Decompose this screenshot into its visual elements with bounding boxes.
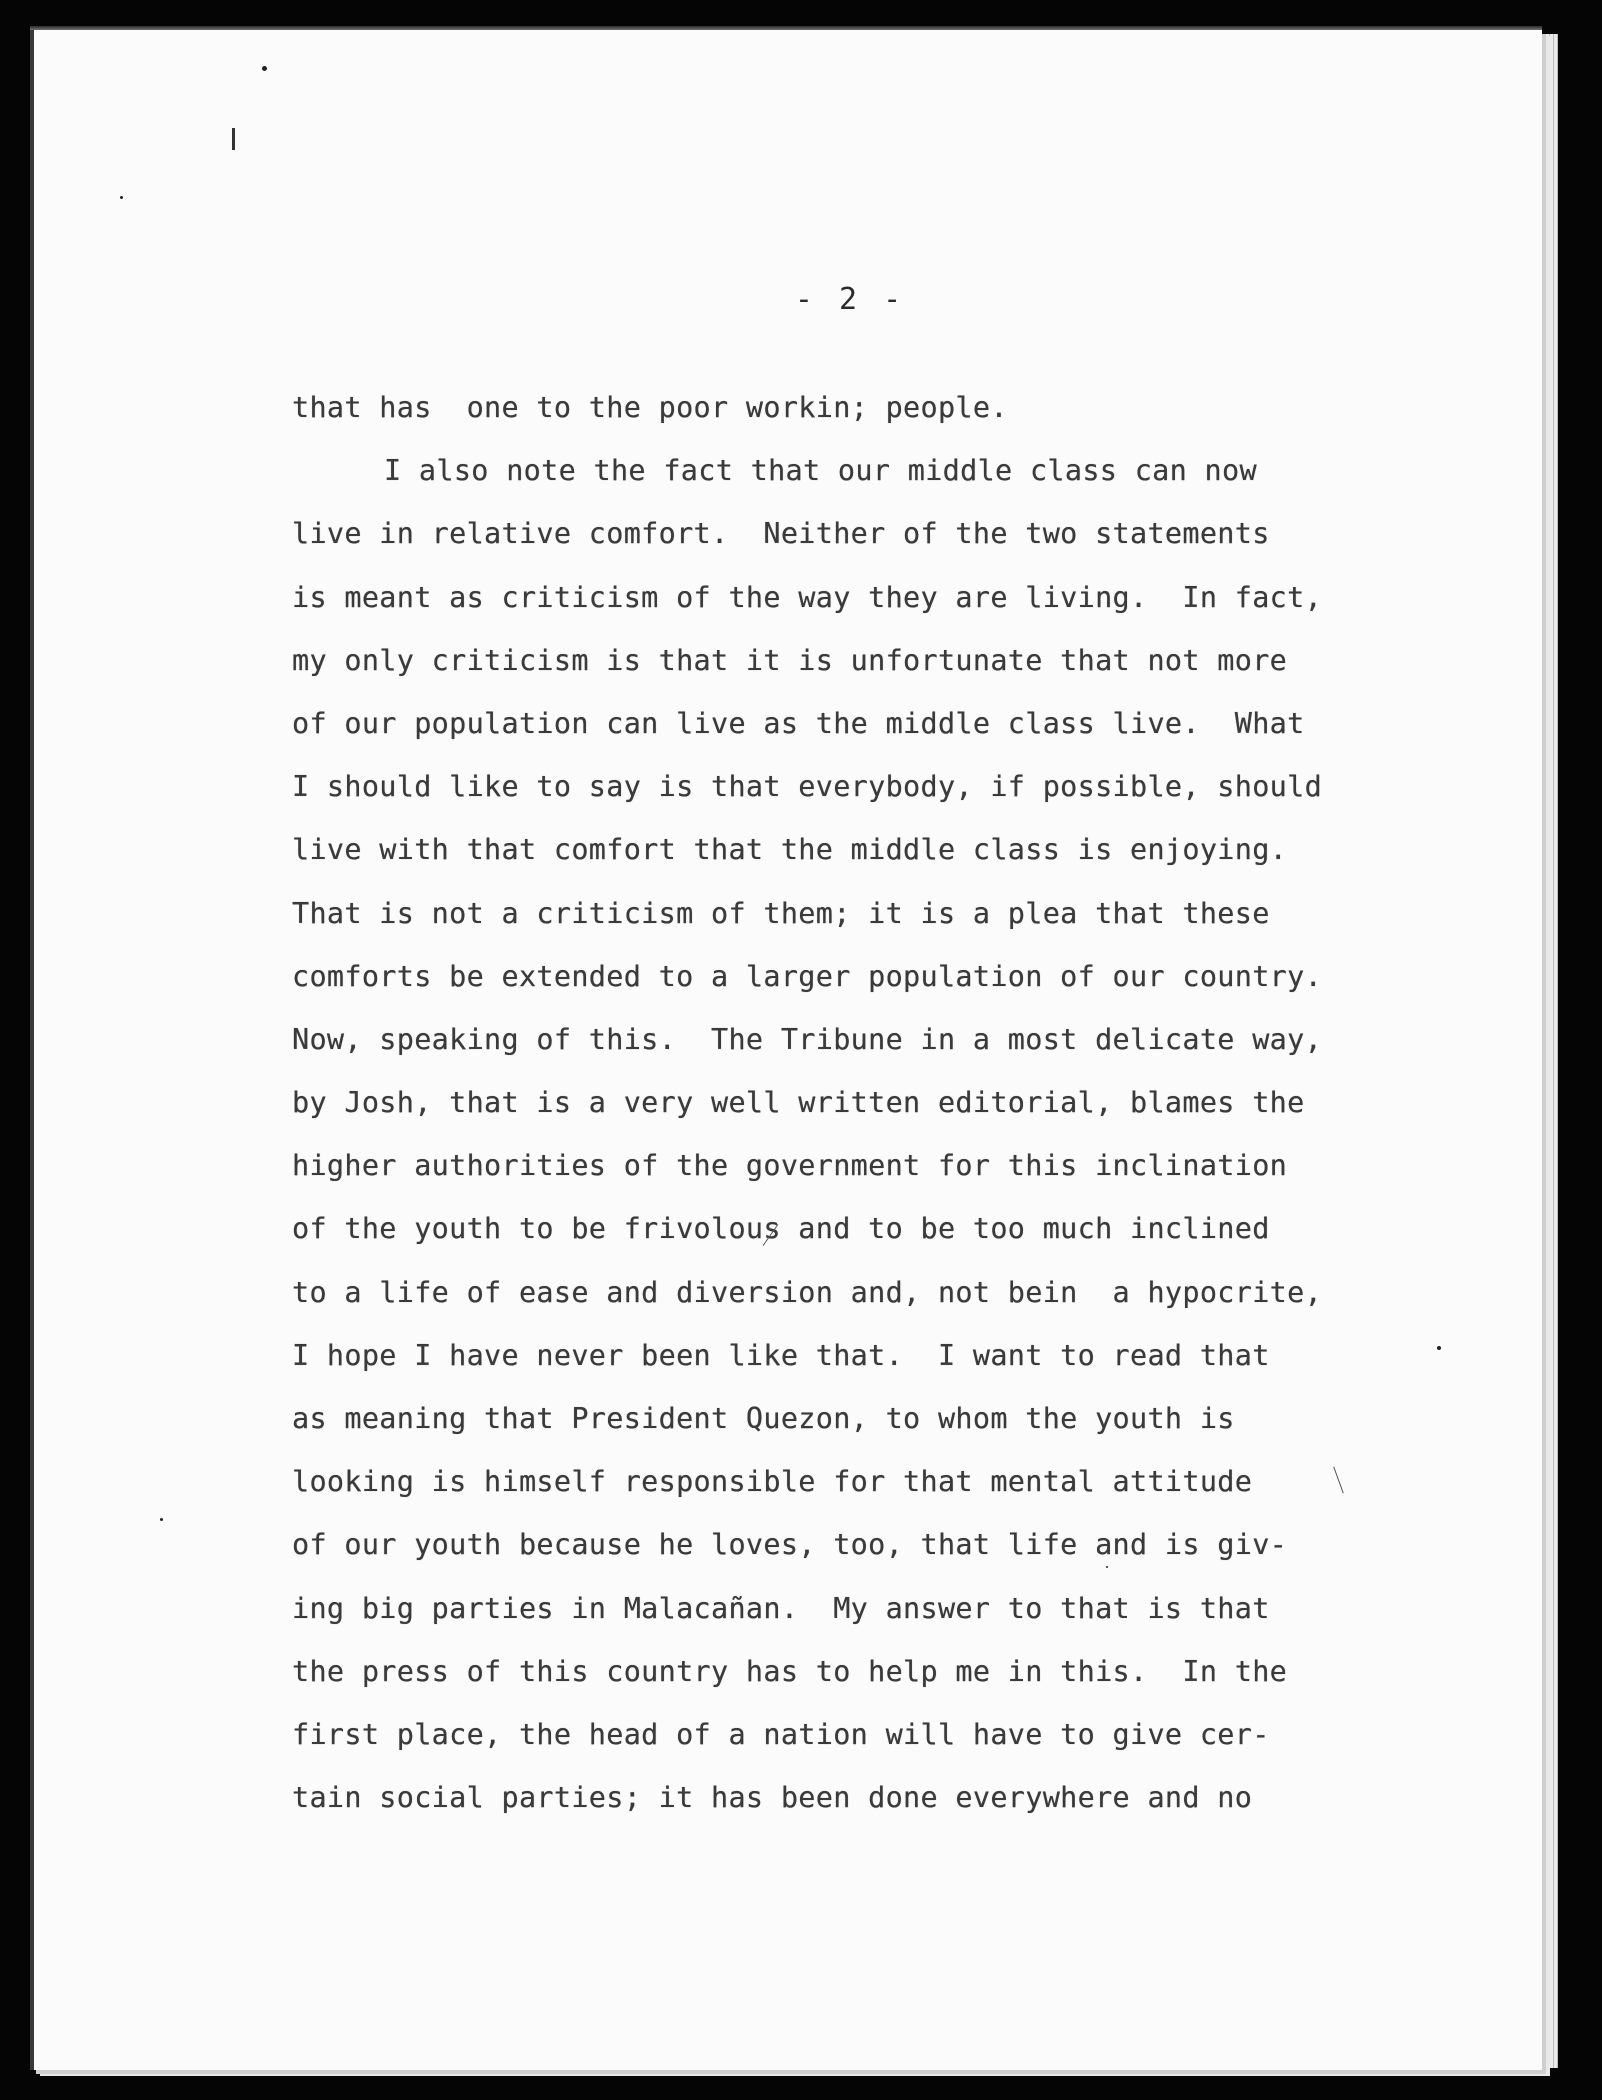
- text-line: comforts be extended to a larger population of our country.: [292, 959, 1323, 993]
- text-line: that has one to the poor workin; people.: [292, 391, 1008, 424]
- text-line: higher authorities of the government for this inclination: [292, 1149, 1288, 1183]
- text-line: of our youth because he loves, too, that life and is giv-: [292, 1528, 1288, 1562]
- scan-speck: [262, 66, 267, 71]
- margin-mark: [232, 128, 235, 150]
- text-line: tain social parties; it has been done everywhere and no: [292, 1781, 1253, 1815]
- page-left-edge: [30, 30, 34, 2070]
- text-line: my only criticism is that it is unfortunate that not more: [292, 643, 1288, 677]
- text-line: of our population can live as the middle class live. What: [292, 706, 1305, 740]
- text-line: ing big parties in Malacañan. My answer to that is that: [292, 1591, 1270, 1625]
- text-line: as meaning that President Quezon, to whom the youth is: [292, 1402, 1235, 1435]
- page-number: - 2 -: [794, 282, 906, 317]
- document-body: [292, 376, 1442, 1829]
- text-line: I should like to say is that everybody, if possible, should: [292, 770, 1323, 804]
- text-line: to a life of ease and diversion and, not bein a hypocrite,: [292, 1275, 1323, 1309]
- text-line: That is not a criticism of them; it is a plea that these: [292, 896, 1270, 930]
- text-line: the press of this country has to help me in this. In the: [292, 1654, 1288, 1688]
- text-line: looking is himself responsible for that mental attitude: [292, 1465, 1253, 1499]
- text-line: Now, speaking of this. The Tribune in a most delicate way,: [292, 1022, 1323, 1056]
- text-line: first place, the head of a nation will have to give cer-: [292, 1717, 1270, 1751]
- text-line: live in relative comfort. Neither of the two statements: [292, 517, 1270, 551]
- text-line: I hope I have never been like that. I want to read that: [292, 1338, 1270, 1372]
- page-right-edge-stack: [1542, 34, 1558, 2068]
- scan-speck: [120, 196, 123, 199]
- text-line: of the youth to be frivolous and to be too much inclined: [292, 1212, 1270, 1246]
- text-line: is meant as criticism of the way they are living. In fact,: [292, 580, 1323, 614]
- text-line: I also note the fact that our middle class can now: [384, 454, 1257, 488]
- text-line: by Josh, that is a very well written editorial, blames the: [292, 1086, 1305, 1120]
- text-line: live with that comfort that the middle class is enjoying.: [292, 833, 1288, 867]
- scan-speck: [160, 1518, 163, 1521]
